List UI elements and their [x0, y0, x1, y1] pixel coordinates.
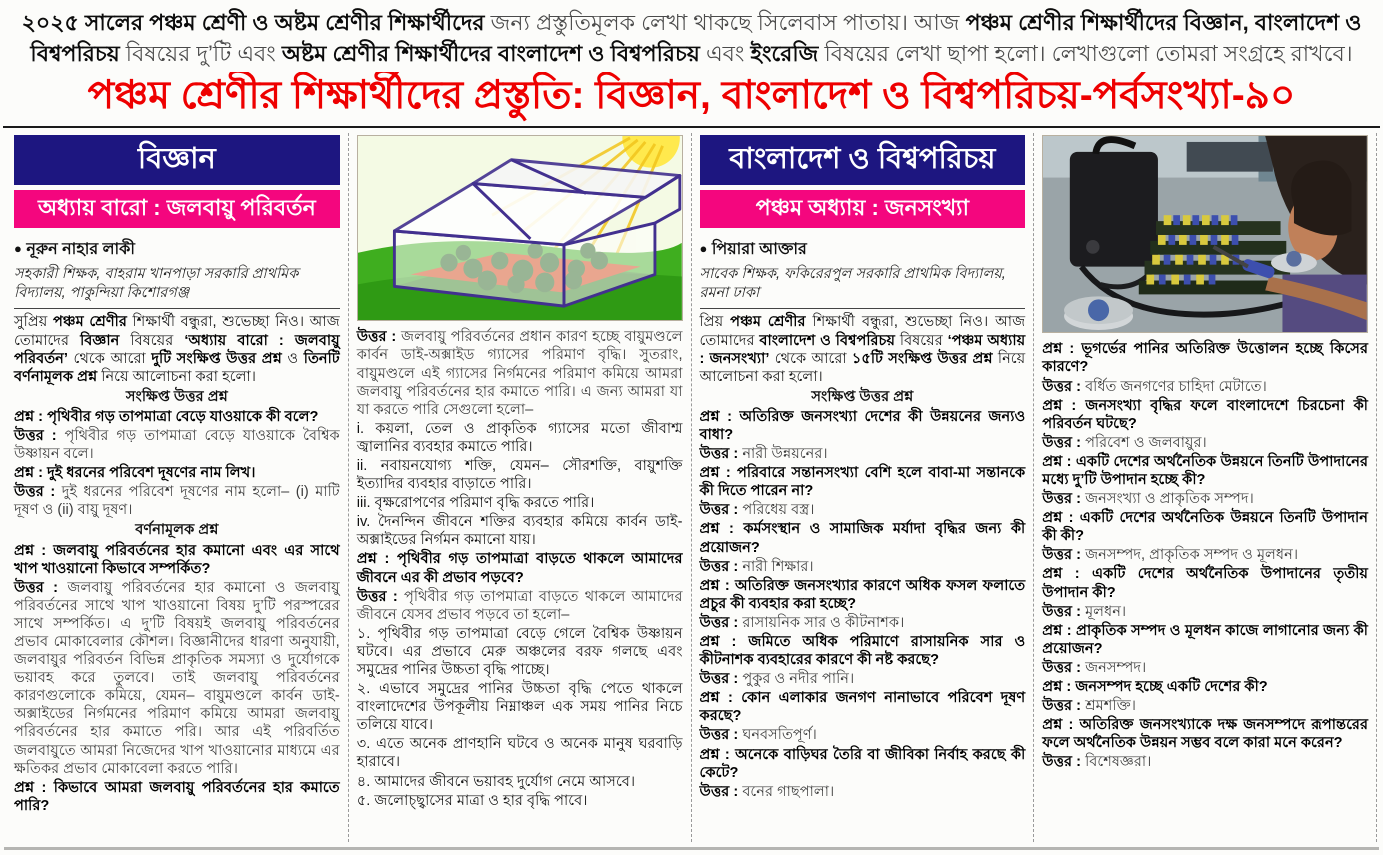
- question-text: প্রশ্ন : একটি দেশের অর্থনৈতিক উন্নয়নে তিনটি উপাদান কী কী?: [1042, 510, 1368, 545]
- notice-segment: ইংরেজি: [750, 41, 825, 67]
- body-text: ৩. এতে অনেক প্রাণহানি ঘটবে ও অনেক মানুষ ঘরবাড়ি হারাবে।: [356, 736, 683, 771]
- body-text: iv. দৈনন্দিন জীবনে শক্তির ব্যবহার কমিয়ে কার্বন ডাই-অক্সাইডের নির্গমন কমানো যায়।: [356, 514, 683, 549]
- science-author: [14, 236, 340, 263]
- body-text: iii. বৃক্ষরোপণের পরিমাণ বৃদ্ধি করতে পারি।: [356, 495, 595, 512]
- section-heading: সংক্ষিপ্ত উত্তর প্রশ্ন: [125, 388, 228, 405]
- bangladesh-continued-body: [1042, 340, 1368, 771]
- notice-segment: অষ্টম শ্রেণীর শিক্ষার্থীদের বাংলাদেশ ও বিশ্বপরিচয়: [281, 41, 706, 67]
- question-text: প্রশ্ন : জলবায়ু পরিবর্তনের হার কমানো এবং এর সাথে খাপ খাওয়ানো কিভাবে সম্পর্কিত?: [14, 542, 340, 577]
- author-affiliation: সহকারী শিক্ষক, বাহরাম খানপাড়া সরকারি প্রাথমিক বিদ্যালয়, পাকুন্দিয়া কিশোরগঞ্জ: [14, 265, 340, 309]
- notice-segment: পঞ্চম শ্রেণীর শিক্ষার্থীদের বিজ্ঞান, বাংলাদেশ ও বিশ্বপরিচয়: [30, 10, 1362, 67]
- science-chapter-banner: অধ্যায় বারো : জলবায়ু পরিবর্তন: [14, 190, 340, 228]
- author-affiliation: সাবেক শিক্ষক, ফকিরেরপুল সরকারি প্রাথমিক বিদ্যালয়, রমনা ঢাকা: [700, 265, 1026, 309]
- science-column: [6, 133, 348, 842]
- question-text: প্রশ্ন : পরিবারে সন্তানসংখ্যা বেশি হলে বাবা-মা সন্তানকে কী দিতে পারেন না?: [699, 465, 1026, 500]
- question-text: প্রশ্ন : কর্মসংস্থান ও সামাজিক মর্যাদা বৃদ্ধির জন্য কী প্রয়োজন?: [699, 521, 1026, 556]
- question-text: প্রশ্ন : কিভাবে আমরা জলবায়ু পরিবর্তনের হার কমাতে পারি?: [14, 779, 340, 814]
- answer-text: উত্তর : জনসম্পদ, প্রাকৃতিক সম্পদ ও মূলধন।: [1042, 547, 1299, 564]
- body-text: ৪. আমাদের জীবনে ভয়াবহ দুর্যোগ নেমে আসবে।: [356, 773, 636, 790]
- question-text: প্রশ্ন : একটি দেশের অর্থনৈতিক উন্নয়নে তিনটি উপাদানের মধ্যে দু’টি উপাদান হচ্ছে কী?: [1042, 453, 1368, 488]
- question-text: প্রশ্ন : কোন এলাকার জনগণ নানাভাবে পরিবেশ দূষণ করছে?: [699, 690, 1026, 725]
- answer-text: উত্তর : নারী উন্নয়নের।: [699, 446, 828, 463]
- question-text: প্রশ্ন : অতিরিক্ত জনসংখ্যা দেশের কী উন্নয়নের জন্যও বাধা?: [699, 408, 1026, 443]
- notice-segment: ২০২৫ সালের পঞ্চম শ্রেণী ও অষ্টম শ্রেণীর শিক্ষার্থীদের: [21, 10, 491, 35]
- intro-text: প্রিয় পঞ্চম শ্রেণীর শিক্ষার্থী বন্ধুরা, শুভেচ্ছা নিও। আজ তোমাদের বাংলাদেশ ও বিশ্বপরিচয় বিষয়ের ‘পঞ্চম অধ্যায় : জনসংখ্যা’ থেকে আরো ১৫টি সংক্ষিপ্ত উত্তর প্রশ্ন নিয়ে আলোচনা করা হলো।: [699, 314, 1026, 385]
- question-text: প্রশ্ন : ভূগর্ভের পানির অতিরিক্ত উত্তোলন হচ্ছে কিসের কারণে?: [1042, 341, 1368, 376]
- bangladesh-author: [700, 236, 1026, 263]
- bullet-icon: ●: [699, 241, 708, 257]
- science-section-banner: বিজ্ঞান: [14, 135, 340, 185]
- answer-text: উত্তর : দুই ধরনের পরিবেশ দূষণের নাম হলো– (i) মাটি দূষণ ও (ii) বায়ু দূষণ।: [14, 484, 340, 519]
- section-heading: বর্ণনামূলক প্রশ্ন: [135, 522, 219, 539]
- greenhouse-illustration: [357, 135, 683, 321]
- electronics-worker-photo: [1042, 135, 1368, 333]
- page-bottom-divider: [4, 847, 1379, 850]
- bangladesh-column: [691, 133, 1034, 842]
- question-text: প্রশ্ন : জনসম্পদ হচ্ছে একটি দেশের কী?: [1042, 679, 1268, 695]
- author-name: পিয়ারা আক্তার: [711, 241, 807, 259]
- intro-text: সুপ্রিয় পঞ্চম শ্রেণীর শিক্ষার্থী বন্ধুরা, শুভেচ্ছা নিও। আজ তোমাদের বিজ্ঞান বিষয়ের ‘অধ্যায় বারো : জলবায়ু পরিবর্তন’ থেকে আরো দুটি সংক্ষিপ্ত উত্তর প্রশ্ন ও তিনটি বর্ণনামূলক প্রশ্ন নিয়ে আলোচনা করা হলো।: [14, 314, 340, 385]
- bangladesh-continued-column: [1033, 133, 1377, 842]
- question-text: প্রশ্ন : দুই ধরনের পরিবেশ দূষণের নাম লিখ।: [14, 465, 256, 482]
- page-title: পঞ্চম শ্রেণীর শিক্ষার্থীদের প্রস্তুতি: বিজ্ঞান, বাংলাদেশ ও বিশ্বপরিচয়-পর্বসংখ্যা-৯০: [87, 74, 1296, 118]
- body-text: ৫. জলোচ্ছ্বাসের মাত্রা ও হার বৃদ্ধি পাবে।: [356, 792, 588, 809]
- body-text: ii. নবায়নযোগ্য শক্তি, যেমন– সৌরশক্তি, বায়ুশক্তি ইত্যাদির ব্যবহার বাড়াতে পারি।: [356, 457, 683, 493]
- question-text: প্রশ্ন : অতিরিক্ত জনসংখ্যাকে দক্ষ জনসম্পদে রূপান্তরের ফলে অর্থনৈতিক উন্নয়ন সম্ভব বলে কারা মনে করেন?: [1042, 717, 1368, 752]
- bullet-icon: ●: [14, 241, 22, 257]
- science-body: [14, 313, 340, 815]
- answer-text: উত্তর : জনসংখ্যা ও প্রাকৃতিক সম্পদ।: [1042, 491, 1254, 508]
- question-text: প্রশ্ন : জনসংখ্যা বৃদ্ধির ফলে বাংলাদেশে চিরচেনা কী পরিবর্তন ঘটছে?: [1042, 397, 1368, 432]
- answer-text: উত্তর : পৃথিবীর গড় তাপমাত্রা বেড়ে যাওয়াকে বৈশ্বিক উষ্ণায়ন বলে।: [14, 427, 340, 463]
- answer-text: উত্তর : বিশেষজ্ঞরা।: [1042, 754, 1152, 771]
- answer-text: উত্তর : জনসম্পদ।: [1042, 659, 1147, 676]
- answer-text: উত্তর : পৃথিবীর গড় তাপমাত্রা বাড়তে থাকলে আমাদের জীবনে যেসব প্রভাব পড়বে তা হলো–: [356, 588, 683, 623]
- top-notice: [0, 0, 1383, 72]
- answer-text: উত্তর : জলবায়ু পরিবর্তনের প্রধান কারণ হচ্ছে বায়ুমণ্ডলে কার্বন ডাই-অক্সাইড গ্যাসের পরিমাণ বৃদ্ধি। সুতরাং, বায়ুমণ্ডলে এই গ্যাসের নির্গমনের পরিমাণ কমিয়ে আমরা জলবায়ু পরিবর্তনের হার কমাতে পারি। এ জন্য আমরা যা যা করতে পারি সেগুলো হলো–: [356, 329, 683, 418]
- body-text: ১. পৃথিবীর গড় তাপমাত্রা বেড়ে গেলে বৈশ্বিক উষ্ণায়ন ঘটবে। এর প্রভাবে মেরু অঞ্চলের বরফ গলছে এবং সমুদ্রের পানির উচ্চতা বৃদ্ধি পাচ্ছে।: [356, 625, 683, 678]
- body-text: i. কয়লা, তেল ও প্রাকৃতিক গ্যাসের মতো জীবাশ্ম জ্বালানির ব্যবহার কমাতে পারি।: [356, 420, 683, 455]
- answer-text: উত্তর : ঘনবসতিপূর্ণ।: [699, 727, 817, 744]
- answer-text: উত্তর : মূলধন।: [1042, 603, 1127, 620]
- answer-text: উত্তর : বর্ধিত জনগণের চাহিদা মেটাতে।: [1042, 378, 1267, 395]
- question-text: প্রশ্ন : পৃথিবীর গড় তাপমাত্রা বাড়তে থাকলে আমাদের জীবনে এর কী প্রভাব পড়বে?: [356, 551, 683, 586]
- question-text: প্রশ্ন : অনেকে বাড়িঘর তৈরি বা জীবিকা নির্বাহ করছে কী কেটে?: [699, 746, 1026, 781]
- bangladesh-body: [700, 313, 1026, 800]
- notice-segment: জন্য প্রস্তুতিমূলক লেখা থাকছে সিলেবাস পাতায়। আজ: [490, 10, 966, 35]
- notice-segment: বিষয়ের দু’টি এবং: [125, 41, 282, 67]
- answer-text: উত্তর : নারী শিক্ষার।: [699, 558, 814, 575]
- question-text: প্রশ্ন : অতিরিক্ত জনসংখ্যার কারণে অধিক ফসল ফলাতে প্রচুর কী ব্যবহার করা হচ্ছে?: [699, 577, 1026, 612]
- section-heading: সংক্ষিপ্ত উত্তর প্রশ্ন: [811, 388, 914, 405]
- author-name: নূরুন নাহার লাকী: [26, 241, 135, 259]
- notice-segment: বিষয়ের লেখা ছাপা হলো। লেখাগুলো তোমরা সংগ্রহে রাখবে।: [824, 41, 1353, 67]
- question-text: প্রশ্ন : একটি দেশের অর্থনৈতিক উপাদানের তৃতীয় উপাদান কী?: [1042, 566, 1368, 601]
- answer-text: উত্তর : পরিধেয় বস্ত্র।: [699, 502, 815, 519]
- question-text: প্রশ্ন : প্রাকৃতিক সম্পদ ও মূলধন কাজে লাগানোর জন্য কী প্রয়োজন?: [1042, 622, 1368, 657]
- greenhouse-graphic: [358, 136, 682, 320]
- bangladesh-section-banner: বাংলাদেশ ও বিশ্বপরিচয়: [700, 135, 1026, 185]
- notice-segment: এবং: [705, 41, 751, 67]
- bangladesh-chapter-banner: পঞ্চম অধ্যায় : জনসংখ্যা: [700, 190, 1026, 228]
- question-text: প্রশ্ন : পৃথিবীর গড় তাপমাত্রা বেড়ে যাওয়াকে কী বলে?: [14, 408, 319, 425]
- body-text: ২. এভাবে সমুদ্রের পানির উচ্চতা বৃদ্ধি পেতে থাকলে বাংলাদেশের উপকূলীয় নিম্নাঞ্চল এক সময় পানির নিচে তলিয়ে যাবে।: [356, 681, 683, 734]
- question-text: প্রশ্ন : জমিতে অধিক পরিমাণে রাসায়নিক সার ও কীটনাশক ব্যবহারের কারণে কী নষ্ট করছে?: [699, 634, 1026, 669]
- answer-text: উত্তর : শ্রমশক্তি।: [1042, 698, 1136, 715]
- answer-text: উত্তর : পুকুর ও নদীর পানি।: [699, 671, 855, 688]
- electronics-photo-graphic: [1043, 136, 1367, 332]
- science-continued-body: [357, 328, 683, 809]
- answer-text: উত্তর : রাসায়নিক সার ও কীটনাশক।: [699, 614, 905, 631]
- columns-area: [0, 128, 1383, 844]
- answer-text: উত্তর : জলবায়ু পরিবর্তনের হার কমানো ও জলবায়ু পরিবর্তনের সাথে খাপ খাওয়ানো বিষয় দু’টি পরস্পরের সাথে সম্পর্কিত। এ দু’টি বিষয়ই জলবায়ু পরিবর্তনের প্রভাব মোকাবেলার কৌশল। বিজ্ঞানীদের ধারণা অনুযায়ী, জলবায়ুর পরিবর্তন বিভিন্ন প্রাকৃতিক সমস্যা ও দুর্যোগকে ভয়াবহ করে তুলবে। তাই জলবায়ু পরিবর্তনের কারণগুলোকে কমিয়ে, যেমন– বায়ুমণ্ডলে কার্বন ডাই-অক্সাইডের নির্গমনের পরিমাণ কমিয়ে আমরা জলবায়ু পরিবর্তনের হার কমাতে পরি। আর এই পরিবর্তিত জলবায়ুতে আমরা নিজেদের খাপ খাওয়ানোর মাধ্যমে এর ক্ষতিকর প্রভাব মোকাবেলা করতে পারি।: [14, 579, 340, 777]
- answer-text: উত্তর : বনের গাছপালা।: [699, 783, 835, 800]
- answer-text: উত্তর : পরিবেশ ও জলবায়ুর।: [1042, 434, 1207, 451]
- science-continued-column: [348, 133, 691, 842]
